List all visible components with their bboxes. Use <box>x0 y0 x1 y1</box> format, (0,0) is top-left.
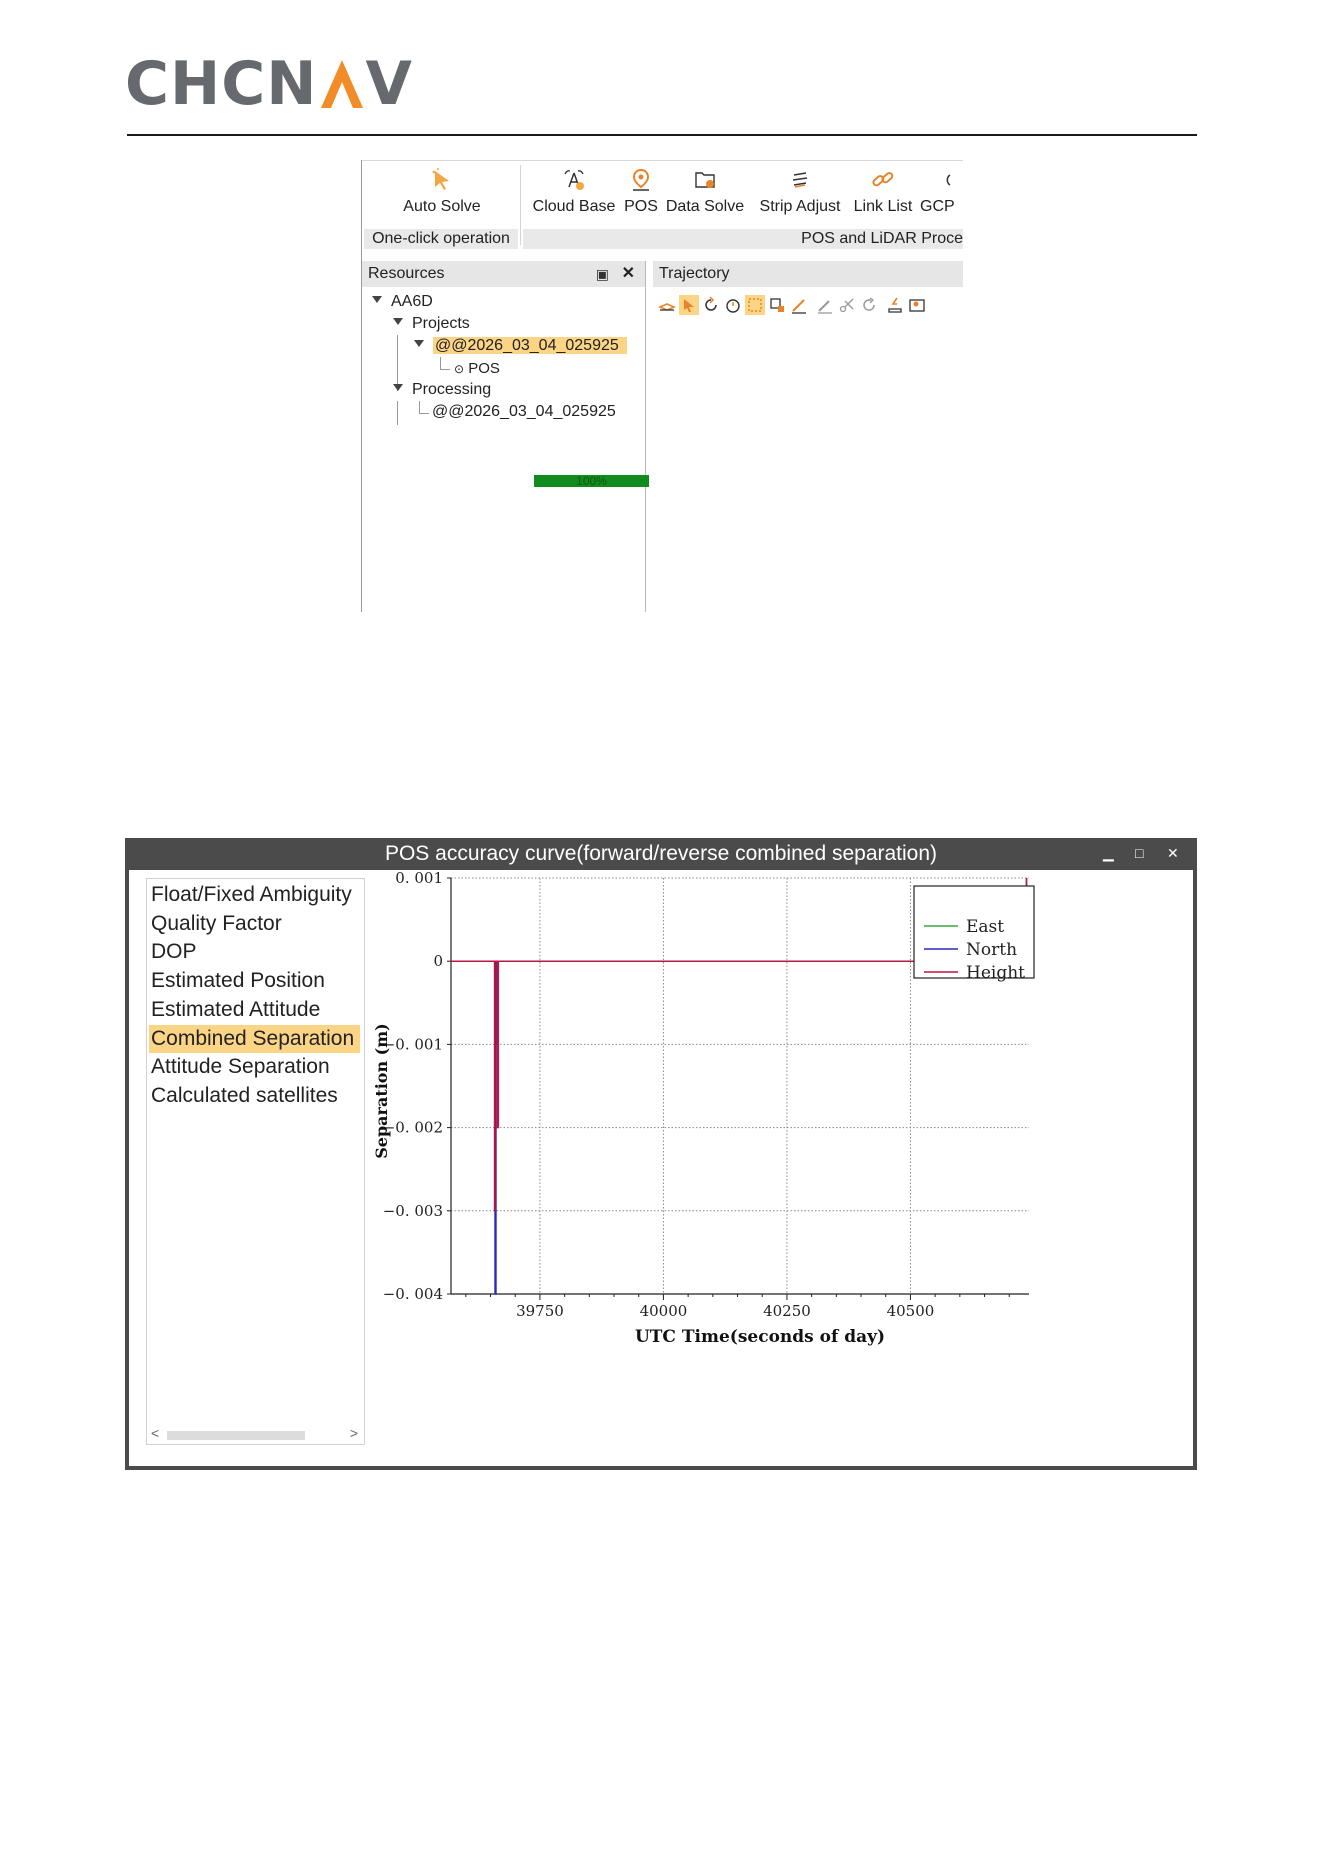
strip-adjust-icon <box>787 167 813 193</box>
menu-item-estimated-position[interactable]: Estimated Position <box>151 969 325 992</box>
import-tool-icon[interactable] <box>885 295 905 315</box>
eye-icon[interactable]: ⊙ <box>454 362 465 376</box>
auto-solve-button[interactable] <box>402 167 482 223</box>
x-tick-label: 39750 <box>516 1302 564 1320</box>
y-tick-label: 0. 001 <box>395 870 443 887</box>
tree-root-label: AA6D <box>391 293 433 310</box>
expand-arrow-icon[interactable] <box>393 318 403 325</box>
auto-solve-label: Auto Solve <box>403 198 481 215</box>
projects-label: Projects <box>412 315 470 332</box>
gcp-label: GCP <box>920 198 955 215</box>
tree-node-root[interactable] <box>372 291 433 313</box>
gcp-button[interactable] <box>920 167 963 223</box>
strip-adjust-label: Strip Adjust <box>759 198 841 215</box>
ribbon-divider <box>520 165 521 245</box>
box-select-icon[interactable] <box>745 295 765 315</box>
tree-guide-line <box>419 401 420 413</box>
scroll-right-icon[interactable]: > <box>349 1425 358 1441</box>
expand-arrow-icon[interactable] <box>393 384 403 391</box>
logo-text-right: V <box>365 49 413 119</box>
tree-node-processing-item[interactable] <box>432 401 616 423</box>
ribbon-group-one-click: One-click operation <box>364 229 518 249</box>
expand-arrow-icon[interactable] <box>414 340 424 347</box>
ribbon-toolbar <box>362 160 963 249</box>
header-rule <box>127 134 1197 136</box>
pos-progress-bar: 100% <box>534 475 649 487</box>
auto-solve-icon <box>429 167 455 193</box>
menu-item-float-fixed[interactable]: Float/Fixed Ambiguity <box>151 883 352 906</box>
float-panel-icon[interactable]: ▣ <box>595 266 609 282</box>
menu-item-estimated-attitude[interactable]: Estimated Attitude <box>151 998 321 1021</box>
data-solve-icon <box>692 167 718 193</box>
timer-tool-icon[interactable] <box>723 295 743 315</box>
edit-pen-icon[interactable] <box>789 295 809 315</box>
curve-type-list <box>146 878 365 1445</box>
processing-label: Processing <box>412 381 492 398</box>
separation-chart <box>369 870 1189 1466</box>
link-list-button[interactable] <box>851 167 915 223</box>
resources-title: Resources <box>368 265 445 282</box>
close-panel-icon[interactable]: ✕ <box>621 265 635 282</box>
menu-item-calculated-satellites[interactable]: Calculated satellites <box>151 1084 338 1107</box>
cloud-base-icon <box>561 167 587 193</box>
pos-accuracy-window <box>125 838 1197 1470</box>
pos-icon <box>628 167 654 193</box>
menu-item-combined-separation[interactable]: Combined Separation <box>149 1025 360 1053</box>
gcp-icon <box>942 167 963 193</box>
y-tick-label: −0. 001 <box>382 1035 443 1054</box>
close-window-icon[interactable]: ✕ <box>1167 845 1179 861</box>
y-tick-label: −0. 003 <box>382 1201 443 1220</box>
trajectory-title: Trajectory <box>653 261 963 287</box>
x-tick-label: 40500 <box>886 1302 935 1320</box>
data-solve-button[interactable] <box>664 167 746 223</box>
rotate-tool-icon[interactable] <box>701 295 721 315</box>
tree-node-projects[interactable] <box>393 313 470 335</box>
x-tick-label: 40000 <box>639 1302 688 1320</box>
tree-guide-line <box>397 401 398 425</box>
logo-a-arrow-icon <box>319 58 365 110</box>
chcnav-logo <box>125 49 413 119</box>
tree-guide-line <box>440 369 450 370</box>
tree-guide-line <box>440 357 441 369</box>
link-list-label: Link List <box>853 198 913 215</box>
select-pointer-icon[interactable] <box>679 295 699 315</box>
resources-panel <box>362 261 646 612</box>
horizontal-scrollbar[interactable] <box>149 1425 360 1442</box>
project-item-label: @@2026_03_04_025925 <box>433 337 627 354</box>
x-tick-label: 40250 <box>763 1302 811 1320</box>
link-list-icon <box>870 167 896 193</box>
resources-panel-header <box>362 261 645 287</box>
refresh-icon[interactable] <box>859 295 879 315</box>
pos-button[interactable] <box>624 167 658 223</box>
layer-tool-icon[interactable] <box>657 295 677 315</box>
legend-label-height: Height <box>966 963 1025 983</box>
y-tick-label: −0. 002 <box>382 1118 443 1137</box>
tree-node-processing[interactable] <box>393 379 491 401</box>
window-title: POS accuracy curve(forward/reverse combined separation) <box>384 842 938 865</box>
maximize-icon[interactable]: □ <box>1135 845 1144 861</box>
minimize-icon[interactable]: ▁ <box>1103 845 1114 861</box>
tree-node-project[interactable] <box>414 335 627 357</box>
legend-label-north: North <box>966 940 1018 960</box>
software-screenshot-ribbon <box>361 160 963 612</box>
cloud-base-label: Cloud Base <box>532 198 616 215</box>
processing-item-label: @@2026_03_04_025925 <box>432 403 616 420</box>
y-tick-label: −0. 004 <box>382 1285 443 1303</box>
pos-label: POS <box>624 198 658 215</box>
crop-tool-icon[interactable] <box>767 295 787 315</box>
measure-tool-icon[interactable] <box>815 295 835 315</box>
scroll-thumb[interactable] <box>167 1431 305 1440</box>
cloud-base-button[interactable] <box>532 167 616 223</box>
menu-item-dop[interactable]: DOP <box>151 940 197 963</box>
data-solve-label: Data Solve <box>665 198 745 215</box>
ribbon-group-pos-lidar: POS and LiDAR Proce <box>523 229 963 249</box>
logo-text-left: CHCN <box>125 49 318 119</box>
menu-item-quality-factor[interactable]: Quality Factor <box>151 912 282 935</box>
cut-tool-icon[interactable] <box>837 295 857 315</box>
x-axis-label: UTC Time(seconds of day) <box>634 1327 886 1347</box>
strip-adjust-button[interactable] <box>755 167 845 223</box>
y-axis-label: Separation (m) <box>372 1023 391 1159</box>
legend-label-east: East <box>966 917 1005 937</box>
map-marker-icon[interactable] <box>907 295 927 315</box>
menu-item-attitude-separation[interactable]: Attitude Separation <box>151 1055 330 1078</box>
window-body <box>129 870 1193 1466</box>
tree-node-pos[interactable] <box>454 358 500 380</box>
expand-arrow-icon[interactable] <box>372 296 382 303</box>
trajectory-panel <box>653 261 963 612</box>
y-tick-label: 0 <box>433 952 443 971</box>
pos-tree-label: POS <box>468 360 500 377</box>
scroll-left-icon[interactable]: < <box>151 1425 160 1441</box>
tree-guide-line <box>419 413 429 414</box>
